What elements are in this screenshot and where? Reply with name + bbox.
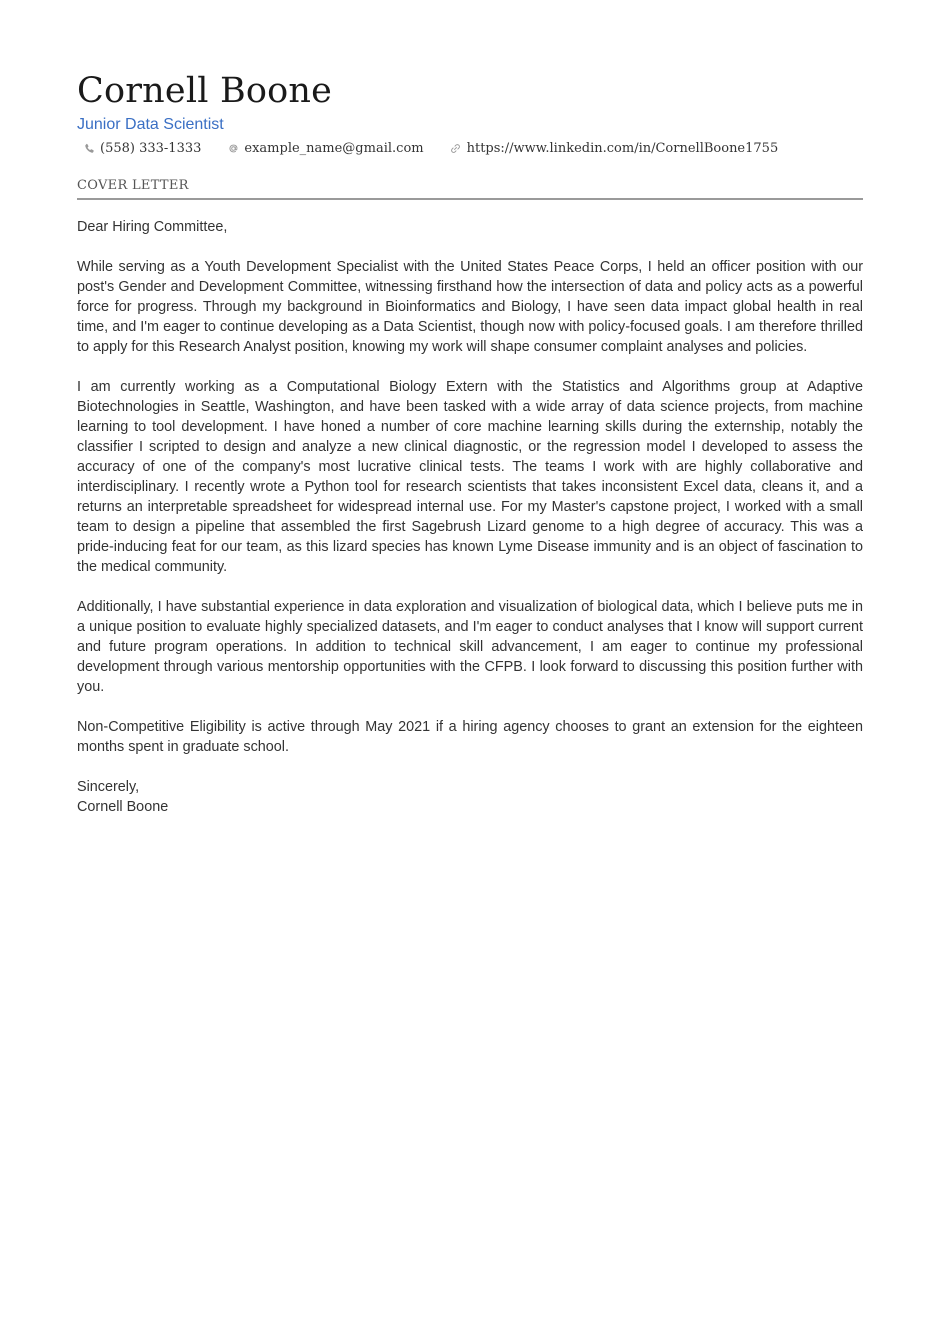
letter-paragraph: While serving as a Youth Development Specialist with the United States Peace Corps, I held an officer position with our post's Gender and Development Committee, witnessing firsthand how the intersection of data and policy acts as a powerful force for progress. Through my background in Bioinformatics and Biology, I have seen data impact global health in real time, and I'm eager to continue developing as a Data Scientist, though now with policy-focused goals. I am therefore thrilled to apply for this Research Analyst position, knowing my work will shape consumer complaint analyses and policies. xyxy=(77,259,863,355)
contact-phone xyxy=(77,141,201,156)
linkedin-url[interactable]: https://www.linkedin.com/in/CornellBoone1755 xyxy=(466,140,779,156)
contact-linkedin[interactable] xyxy=(444,141,779,156)
link-icon xyxy=(450,142,462,154)
contact-email[interactable] xyxy=(221,141,423,156)
letter-body xyxy=(77,217,863,817)
letter-paragraph: Non-Competitive Eligibility is active through May 2021 if a hiring agency chooses to grant an extension for the eighteen months spent in graduate school. xyxy=(77,719,863,755)
phone-number: (558) 333-1333 xyxy=(100,140,202,156)
letter-paragraph: I am currently working as a Computational Biology Extern with the Statistics and Algorithms group at Adaptive Biotechnologies in Seattle, Washington, and have been tasked with a wide array of data science projects, from machine learning to tool development. I have honed a number of core machine learning skills during the externship, notably the classifier I scripted to design and analyze a new clinical diagnostic, or the regression model I developed to assess the accuracy of one of the company's most lucrative clinical tests. The teams I work with are highly collaborative and interdisciplinary. I recently wrote a Python tool for research scientists that takes inconsistent Excel data, cleans it, and a returns an interpretable spreadsheet for widespread internal use. For my Master's capstone project, I worked with a small team to design a pipeline that assembled the first Sagebrush Lizard genome to a high degree of accuracy. This was a pride-inducing feat for our team, as this lizard species has known Lyme Disease immunity and is an object of fascination to the medical community. xyxy=(77,379,863,575)
section-heading: COVER LETTER xyxy=(77,177,863,200)
closing: Sincerely, xyxy=(77,779,140,795)
at-icon xyxy=(227,142,239,154)
phone-icon xyxy=(83,142,95,154)
cover-letter-page xyxy=(77,68,863,817)
contact-info xyxy=(77,138,863,158)
email-address[interactable]: example_name@gmail.com xyxy=(244,140,424,156)
letter-paragraph: Additionally, I have substantial experience in data exploration and visualization of biological data, which I believe puts me in a unique position to evaluate highly specialized datasets, and I'm eager to conduct analyses that I know will support current and future program operations. In addition to technical skill advancement, I am eager to continue my professional development through various mentorship opportunities with the CFPB. I look forward to discussing this position further with you. xyxy=(77,599,863,695)
signature: Cornell Boone xyxy=(77,799,169,815)
job-title: Junior Data Scientist xyxy=(77,116,224,133)
applicant-name: Cornell Boone xyxy=(77,71,333,111)
salutation: Dear Hiring Committee, xyxy=(77,219,228,235)
